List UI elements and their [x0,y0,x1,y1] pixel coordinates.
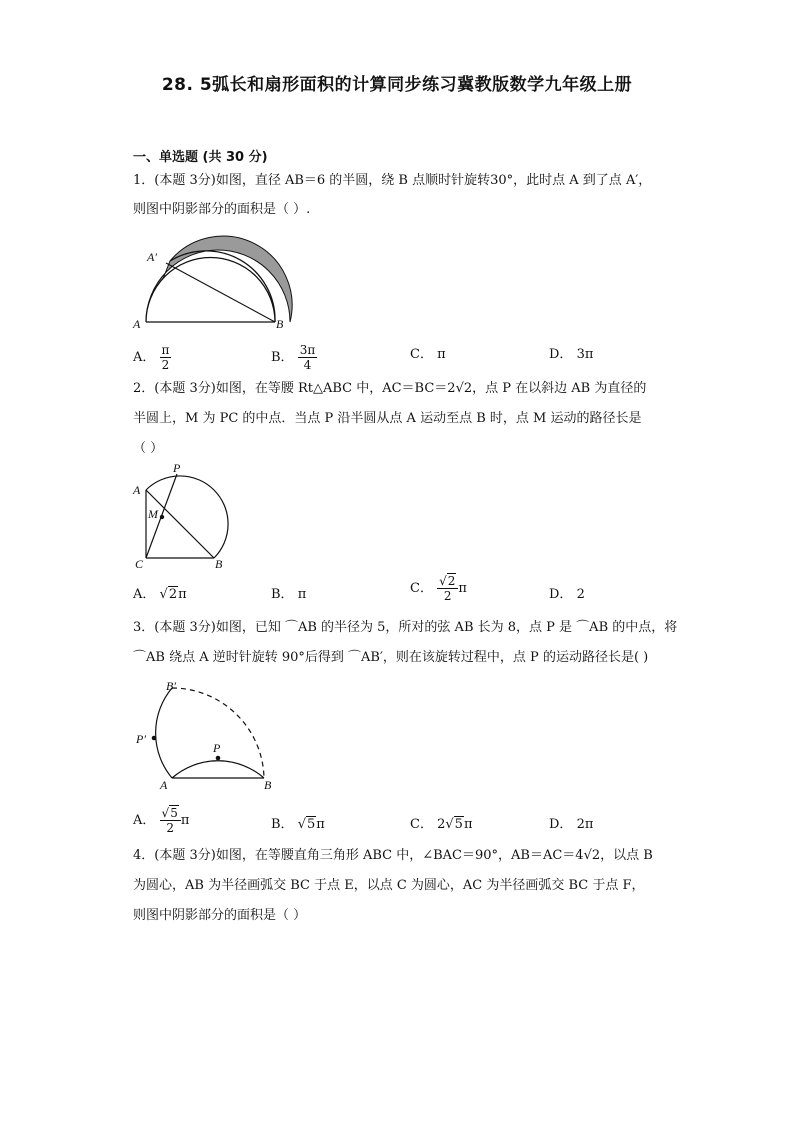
q3-option-a[interactable] [133,806,189,835]
q1-option-c-value: π [437,347,446,362]
q3-point-p-prime [152,736,157,741]
q2-text-line1: 2．(本题 3分)如图，在等腰 Rt△ABC 中，AC＝BC＝2√2，点 P 在以斜边 AB 为直径的 [133,381,647,396]
q2-point-m [160,515,164,519]
q2-option-c-pi: π [458,581,467,596]
q2-label-p: P [173,461,181,475]
q2-option-c-num: √2 [437,574,458,589]
q1-option-c[interactable] [410,343,446,362]
q2-option-c-radicand: 2 [447,574,456,588]
q3-text-line2: ⌒AB 绕点 A 逆时针旋转 90°后得到 ⌒AB′，则在该旋转过程中，点 P 的运动路径长是( ) [133,650,649,665]
q3-option-a-den: 2 [166,821,174,835]
q3-text-line1: 3．(本题 3分)如图，已知 ⌒AB 的半径为 5，所对的弦 AB 长为 8，点 P 是 ⌒AB 的中点，将 [133,620,678,635]
q1-option-b-den: 4 [303,358,312,372]
q3-option-d-letter: D． [549,817,573,832]
q2-option-b-value: π [297,587,307,602]
q2-option-a-letter: A． [133,587,156,602]
q3-option-b-radicand: 5 [307,817,316,832]
q2-option-c-letter: C． [410,581,433,596]
q4-text-line3: 则图中阴影部分的面积是（ ） [133,908,307,923]
q1-figure [130,225,300,335]
q2-option-a-radicand: 2 [168,587,178,602]
q3-arc-ab-prime [156,688,172,778]
q3-point-p [216,756,221,761]
q1-option-a-letter: A． [133,350,156,365]
q1-label-a: A [133,317,141,331]
q4-text-line1: 4．(本题 3分)如图，在等腰直角三角形 ABC 中，∠BAC＝90°，AB＝AC＝4√2，以点 B [133,848,653,863]
q3-option-b-pi: π [316,817,325,832]
q3-option-c-sqrt: √5 [445,817,463,832]
q1-option-d-letter: D． [549,347,573,362]
q2-option-a-sqrt: √2 [159,587,178,602]
q2-option-d[interactable] [549,583,585,602]
q1-option-a-num: π [161,343,170,357]
q1-option-b-fraction [298,343,318,372]
q1-option-a[interactable] [133,343,171,372]
q1-option-c-letter: C． [410,347,433,362]
q2-label-a: A [133,483,141,497]
q2-label-c: C [135,557,144,571]
q2-label-b: B [215,557,223,571]
q2-option-c-fraction [437,574,458,603]
q3-option-a-num: √5 [160,806,181,821]
q2-option-b[interactable] [271,583,306,602]
q2-option-c-den: 2 [443,589,452,603]
q3-option-b[interactable] [271,813,325,832]
q3-option-a-pi: π [180,813,190,828]
q2-option-a[interactable] [133,583,187,602]
q1-original-semicircle [146,258,275,322]
q2-option-a-pi: π [178,587,187,602]
q3-label-b-prime: B′ [166,679,176,693]
q2-option-d-letter: D． [549,587,573,602]
q3-figure [130,676,290,796]
q3-option-d[interactable] [549,813,593,832]
q3-option-a-radicand: 5 [170,806,178,820]
q1-label-b: B [276,317,284,331]
q3-option-c-letter: C． [410,817,433,832]
q2-label-m: M [148,507,158,521]
q3-option-a-letter: A． [133,813,156,828]
q3-label-p-prime: P′ [136,732,146,746]
q1-option-d-value: 3π [576,347,594,362]
q3-option-c-radicand: 5 [454,817,463,832]
q1-option-a-den: 2 [161,358,170,372]
q3-label-p: P [213,741,221,755]
q2-figure [130,462,240,572]
q3-option-c-coef: 2 [437,817,446,832]
q3-label-a: A [160,778,168,792]
q2-option-b-letter: B． [271,587,294,602]
q1-option-b-letter: B． [271,350,294,365]
q2-option-c[interactable] [410,574,467,603]
q3-option-a-fraction [160,806,181,835]
q4-text-line2: 为圆心，AB 为半径画弧交 BC 于点 E，以点 C 为圆心，AC 为半径画弧交 BC 于点 F， [133,878,645,893]
q1-text-line2: 则图中阴影部分的面积是（ ）. [133,202,311,217]
q3-option-b-letter: B． [271,817,294,832]
q1-option-d[interactable] [549,343,593,362]
q1-option-a-fraction [160,343,172,372]
section-heading: 一、单选题 (共 30 分) [133,150,268,165]
q3-option-c[interactable] [410,813,473,832]
q2-hypotenuse-ab [146,490,214,558]
q2-option-d-value: 2 [576,587,585,602]
q2-text-line3: （ ） [133,441,164,456]
q1-label-a-prime: A′ [147,250,157,264]
q3-dashed-path [172,688,264,778]
q3-option-c-pi: π [463,817,473,832]
q3-arc-ab [172,761,264,778]
q1-text-line1: 1．(本题 3分)如图，直径 AB＝6 的半圆，绕 B 点顺时针旋转30°，此时点 A 到了点 A′， [133,173,652,188]
q2-text-line2: 半圆上，M 为 PC 的中点．当点 P 沿半圆从点 A 运动至点 B 时，点 M 运动的路径长是 [133,411,642,426]
q3-label-b: B [264,778,272,792]
q3-option-b-sqrt: √5 [297,817,316,832]
q2-semicircle [146,476,228,558]
page-title: 28. 5弧长和扇形面积的计算同步练习冀教版数学九年级上册 [161,75,633,95]
q3-option-d-value: 2π [576,817,594,832]
q1-option-b-num: 3π [299,343,316,357]
q1-option-b[interactable] [271,343,317,372]
